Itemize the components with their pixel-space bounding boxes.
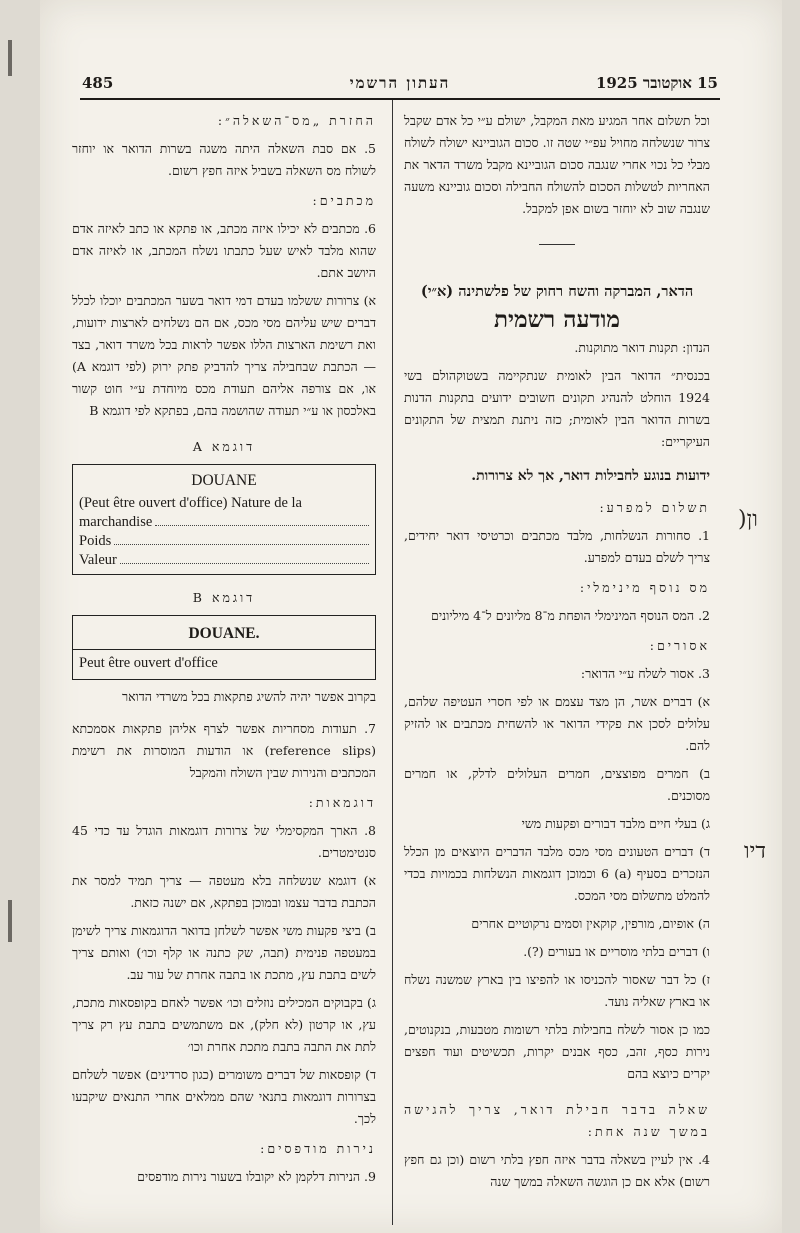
item-3: 3. אסור לשלח ע״י הדואר: — [580, 666, 710, 681]
item-3h: ה) אופיום, מורפין, קוקאין וסמים נרקוטיים אחרים — [471, 916, 710, 931]
section-rule — [539, 244, 575, 245]
item-7: 7. תעודות מסחריות אפשר לצרף אליהן פתקאות אסמכתא (reference slips) או הודעות המוסרות את רשימת המכתבים והנירות שבין השולח והמקבל — [72, 721, 376, 780]
prohibited-heading: אסורים: — [649, 638, 710, 653]
douane-a-line1: (Peut être ouvert d'office) Nature de la — [79, 495, 302, 511]
item-3g: ג) בעלי חיים מלבד דבורים ופקעות משי — [521, 816, 710, 831]
douane-a-heading: DOUANE — [191, 472, 257, 489]
item-9: 9. הנירות דלקמן לא יקובלו בשעור נירות מודפסים — [137, 1169, 376, 1184]
prepayment-heading: תשלום למפרע: — [599, 500, 710, 515]
item-8d: ד) קופסאות של דברים משומרים (כגון סרדינים) אפשר לשלחם בצרורות דוגמאות בתנאי שהם ממלאים אחרי התנאים שיקבעו לכך. — [72, 1067, 376, 1126]
item-5: 5. אם סבת השאלה היתה משגה בשרות הדואר או יוחזר לשולח מס השאלה בשביל איזה חפץ רשום. — [72, 141, 376, 178]
item-6: 6. מכתבים לא יכילו איזה מכתב, או פתקא או כתב לאיזה אדם שהוא מלבד לאיש שעל כתבתו נשלח המכתב, או לאיזה אדם היושב אתם. — [72, 221, 376, 280]
page-number: 485 — [82, 74, 114, 92]
margin-note: )ון — [738, 507, 758, 532]
column-divider — [392, 100, 393, 1225]
item-3b: ב) חמרים מפוצצים, חמרים העלולים לדלק, או חמרים מסוכנים. — [404, 766, 710, 803]
douane-b-line1: Peut être ouvert d'office — [73, 649, 375, 679]
item-3d: ד) דברים הטעונים מסי מכס מלבד הדברים היוצאים מן הכלל הנזכרים בסעיף (a) 6 וכמוכן דוגמאות הנשלחות בכמויות בכדי להמלט מתשלום מסי המכס. — [404, 844, 710, 903]
item-2: 2. המס הנוסף המינימלי הופחת מ־8 מליונים ל־4 מיליונים — [431, 608, 710, 623]
intro-paragraph: וכל תשלום אחר המגיע מאת המקבל, ישולם ע״י כל אדם שקבל צרור שנשלחה מחויל עפ״י שטה זו. סכום הגוביינא ישולח לשולח מבלי כל נכוי אחרי שנגבה סכום הגוביינא מקבל משרד הדאר את האחריות לטשלות הסכום להשולח החבילה וסכום גוביינא משעה שנגבה שוב לא יוחזר בשום אפן למקבל. — [404, 113, 710, 216]
item-8a: א) דוגמא שנשלחה בלא מעטפה — צריך תמיד למסר את הכתבת בדבר עצמו ובמוכן בפתקא, אם ישנה כזאת. — [72, 873, 376, 910]
notice-title: מודעה רשמית — [493, 306, 621, 333]
refund-heading: החזרת „מס־השאלה״: — [217, 113, 376, 128]
douane-a-line2: marchandise — [79, 514, 153, 530]
sample-a-label: דוגמא A — [192, 439, 256, 454]
sample-b-label: דוגמא B — [192, 590, 256, 605]
item-6a: א) צרורות ששלמו בעדם דמי דואר בשער המכתבים יוכלו לכלל דברים שיש עליהם מסי מכס, אם הם נשלחים לארצות ידועות, ואת רשימת הארצות הללו אפשר לראות בכל משרד דואר, בצד — הכתבת שבחבילה צריך להדביק פתק ירוק (לפי דוגמא A) או, אם צורפה אליהם תעודת מכס מיוחדת ע״י חוט קשור באלכסון או ע״י תעודה שהושמה בהם, בפתקא לפי דוגמא B — [72, 293, 376, 418]
gazette-title: העתון הרשמי — [349, 74, 451, 92]
fill-line — [155, 513, 369, 526]
item-3v: ו) דברים בלתי מוסריים או בעורים (?). — [523, 944, 710, 959]
section-heading: ידועות בנוגע לחבילות דואר, אך לא צרורות. — [471, 468, 710, 484]
letters-heading: מכתבים: — [312, 193, 376, 208]
item-8g: ג) בקבוקים המכילים נוזלים וכו׳ אפשר לאחם בקופסאות מתכת, עץ, או קרטון (לא חלק), אם משתמשים בתבת עץ רק צריך לתת את התבה בתבת מתכת אחרת וכו׳ — [72, 995, 376, 1054]
douane-a-poids-row — [79, 532, 369, 551]
samples-heading: דוגמאות: — [308, 795, 376, 810]
douane-a-valeur-row — [79, 551, 369, 570]
margin-note: דיו — [744, 839, 766, 864]
fill-line — [114, 532, 369, 545]
fill-line — [120, 551, 369, 564]
douane-a-merch-row — [79, 513, 369, 532]
douane-label-b — [72, 615, 376, 680]
right-column — [404, 110, 710, 1199]
left-column — [72, 110, 376, 1194]
item-8: 8. הארך המקסימלי של צרורות דוגמאות הוגדל עד כדי 45 סנטימטרים. — [72, 823, 376, 860]
valuables-paragraph: כמו כן אסור לשלח בחבילות בלתי רשומות מטבעות, בנקנוטים, נירות כסף, זהב, כסף אבנים יקרות, תכשיטים ועוד חפצים יקרים כיוצא בהם — [404, 1022, 710, 1081]
item-8b: ב) ביצי פקעות משי אפשר לשלחן בדואר הדוגמאות צריך לשימן במעטפה פנימית (תבה, שק כתנה או קלף וכו׳) ואותם צריך לשים בתבת עץ, מתכת או בתבה אחרת של עור עב. — [72, 923, 376, 982]
min-fee-heading: מס נוסף מינימלי: — [579, 580, 710, 595]
issue-date: 15 אוקטובר 1925 — [595, 74, 718, 92]
congress-paragraph: בכנסית״ הדואר הבין לאומית שנתקיימה בשטוקהולם בשי 1924 הוחלט להנהיג תקונים חשובים ידועים בתקנות הדנות בשרות הדואר הבין לאומית; כזה ניתנת תמצית של התקונים העיקריים: — [404, 368, 710, 449]
subject-line: הנדון: תקנות דואר מתוקנות. — [574, 340, 710, 355]
douane-a-poids: Poids — [79, 533, 112, 549]
douane-b-heading: DOUANE. — [188, 625, 260, 642]
after-b-text: בקרוב אפשר יהיה להשיג פתקאות בכל משרדי הדואר — [121, 689, 376, 704]
binding-mark — [8, 40, 12, 76]
item-4: 4. אין לעיין בשאלה בדבר איזה חפץ בלתי רשום (וכן גם חפץ רשום) אלא אם כן הוגשה השאלה במשך שנה — [404, 1152, 710, 1189]
inquiry-heading: שאלה בדבר חבילת דואר, צריך להגישה במשך שנה אחת: — [404, 1102, 710, 1139]
printed-heading: נירות מודפסים: — [260, 1141, 376, 1156]
binding-mark — [8, 900, 12, 942]
item-3a: א) דברים אשר, הן מצד עצמם או לפי חסרי העטיפה שלהם, עלולים לסכן את פקידי הדואר או להשחית מכתבים או להזיק להם. — [404, 694, 710, 753]
item-1: 1. סחורות הנשלחות, מלבד מכתבים וכרטיסי דואר יחידים, צריך לשלם בעדם למפרע. — [404, 528, 710, 565]
item-3z: ז) כל דבר שאסור להכניסו או להפיצו בין בארץ שמשנה נשלח או בארץ שאליה נועד. — [404, 972, 710, 1009]
douane-a-valeur: Valeur — [79, 552, 117, 568]
header-rule — [80, 98, 720, 100]
page-header — [82, 74, 718, 98]
notice-heading: הדאר, המברקה והשח רחוק של פלשתינה (א״י) — [420, 283, 694, 300]
douane-label-a — [72, 464, 376, 575]
